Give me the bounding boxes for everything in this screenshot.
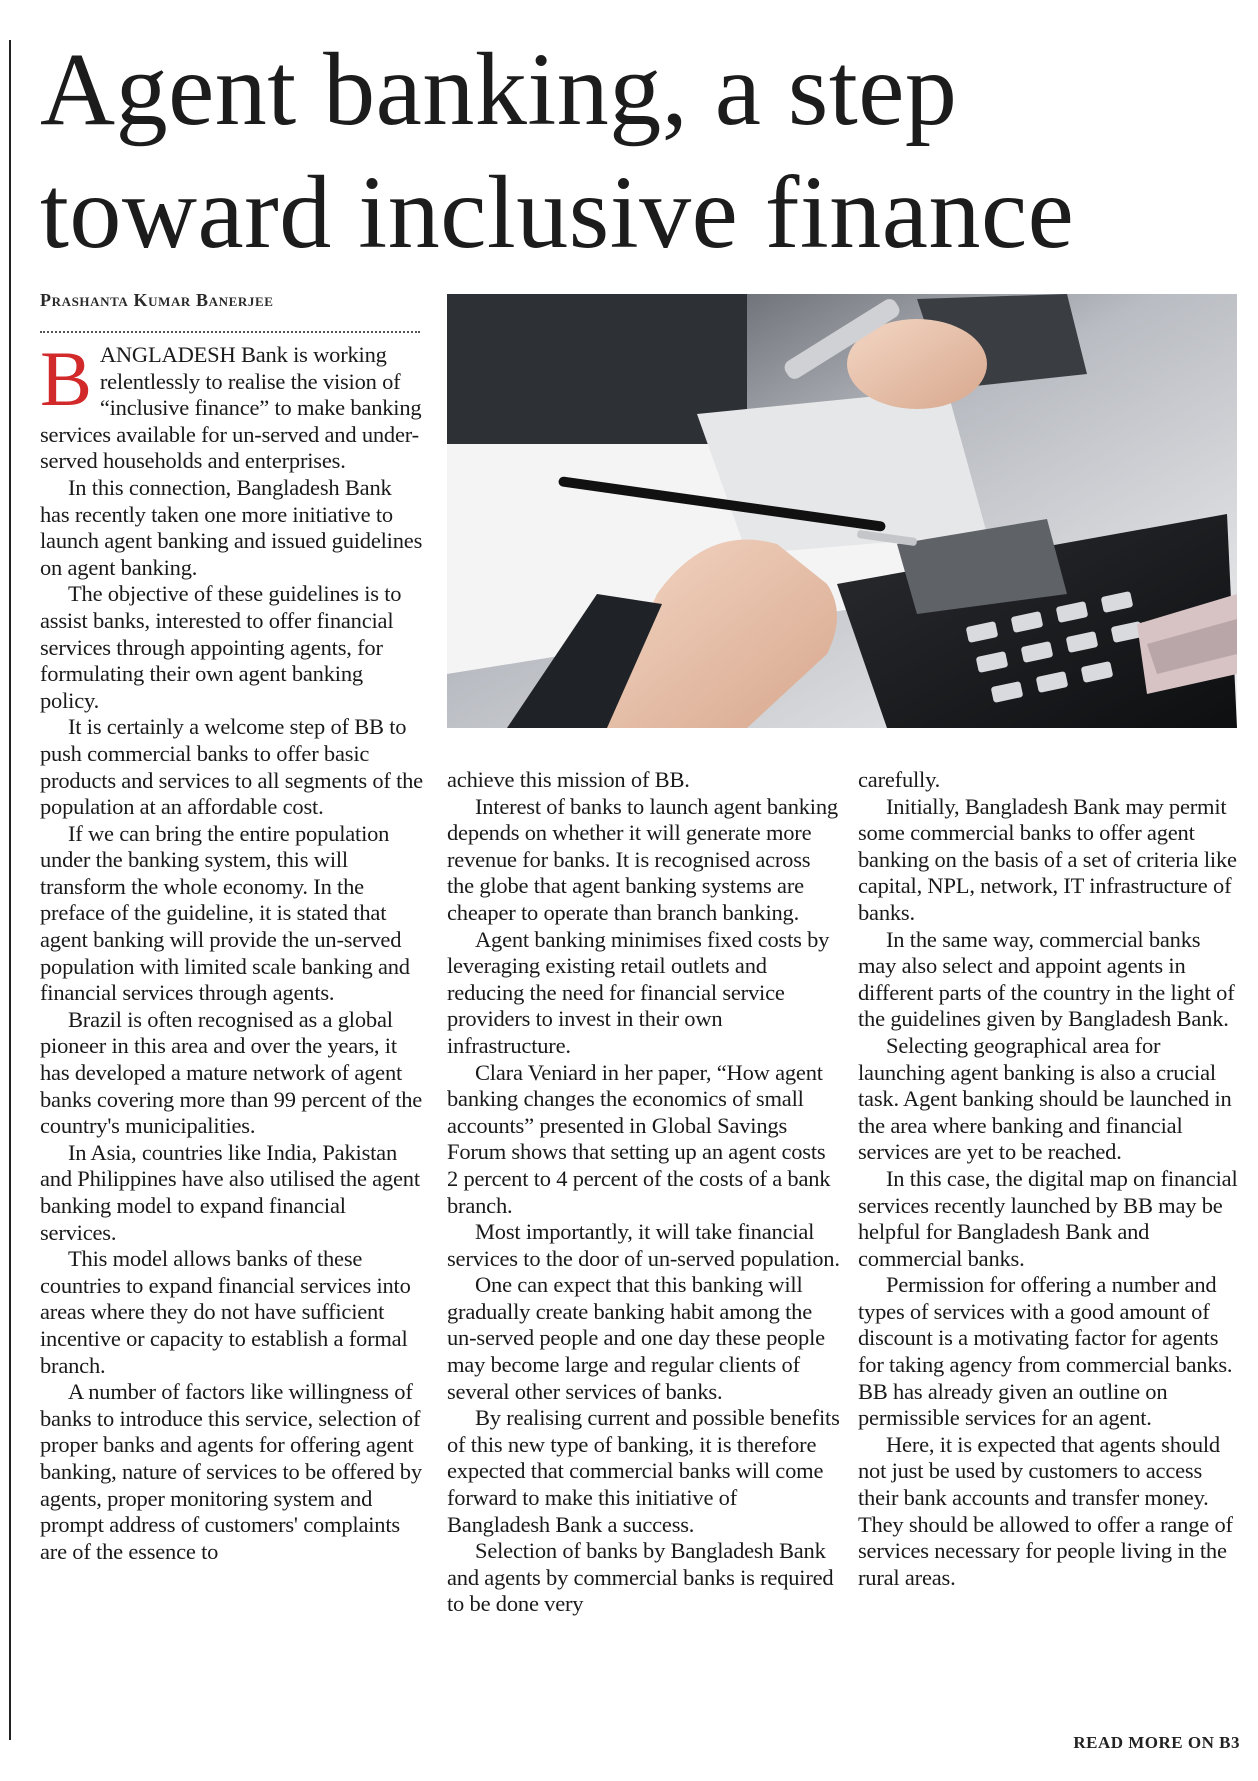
byline: Prashanta Kumar Banerjee xyxy=(40,290,274,310)
read-more-link[interactable]: READ MORE ON B3 xyxy=(1073,1733,1240,1752)
article-column-1 xyxy=(40,335,424,1565)
article-paragraph: Brazil is often recognised as a global pioneer in this area and over the years, it has developed a mature network of agent banks covering more than 99 percent of the country's municipalities. xyxy=(40,1006,423,1139)
column-rule xyxy=(9,40,11,1740)
headline-line-1: Agent banking, a step xyxy=(40,32,958,147)
article-paragraph xyxy=(40,335,424,475)
article-column-3 xyxy=(858,767,1240,1591)
headline-line-2: toward inclusive finance xyxy=(40,155,1075,270)
article-paragraph: achieve this mission of BB. xyxy=(447,767,690,792)
article-paragraph: Interest of banks to launch agent banking depends on whether it will generate more revenue for banks. It is recognised across the globe that agent banking systems are cheaper to operate than branch banking. xyxy=(447,793,838,925)
article-paragraph: By realising current and possible benefits of this new type of banking, it is therefore expected that commercial banks will come forward to make this initiative of Bangladesh Bank a success. xyxy=(447,1405,840,1537)
article-paragraph: Permission for offering a number and types of services with a good amount of discount is a motivating factor for agents for taking agency from commercial banks. BB has already given an outline on permissible services for an agent. xyxy=(858,1272,1233,1431)
article-paragraph: Clara Veniard in her paper, “How agent banking changes the economics of small accounts” presented in Global Savings Forum shows that setting up an agent costs 2 percent to 4 percent of the costs of a bank branch. xyxy=(447,1059,831,1218)
article-paragraph: The objective of these guidelines is to assist banks, interested to offer financial services through appointing agents, for formulating their own agent banking policy. xyxy=(40,581,402,713)
article-paragraph: Here, it is expected that agents should not just be used by customers to access their bank accounts and transfer money. They should be allowed to offer a range of services necessary for people living in the rural areas. xyxy=(858,1431,1233,1590)
byline-divider xyxy=(40,331,420,333)
article-paragraph: If we can bring the entire population under the banking system, this will transform the whole economy. In the preface of the guideline, it is stated that agent banking will provide the un-served population with limited scale banking and financial services through agents. xyxy=(40,820,410,1006)
article-paragraph: Agent banking minimises fixed costs by leveraging existing retail outlets and reducing the need for financial service providers to invest in their own infrastructure. xyxy=(447,926,830,1058)
drop-cap: B xyxy=(40,335,92,422)
article-paragraph: Most importantly, it will take financial services to the door of un-served population. xyxy=(447,1219,840,1271)
article-paragraph: Selection of banks by Bangladesh Bank and agents by commercial banks is required to be done very xyxy=(447,1538,834,1617)
article-paragraph: Selecting geographical area for launching agent banking is also a crucial task. Agent banking should be launched in the area where banking and financial services are yet to be reached. xyxy=(858,1032,1232,1165)
article-paragraph: In Asia, countries like India, Pakistan and Philippines have also utilised the agent banking model to expand financial services. xyxy=(40,1139,420,1245)
article-paragraph: It is certainly a welcome step of BB to push commercial banks to offer basic products and services to all segments of the population at an affordable cost. xyxy=(40,714,423,820)
article-paragraph: In this connection, Bangladesh Bank has recently taken one more initiative to launch agent banking and issued guidelines on agent banking. xyxy=(40,474,423,580)
article-paragraph: This model allows banks of these countries to expand financial services into areas where they do not have sufficient incentive or capacity to establish a formal branch. xyxy=(40,1246,411,1378)
article-paragraph: A number of factors like willingness of banks to introduce this service, selection of proper banks and agents for offering agent banking, nature of services to be offered by agents, proper monitoring system and prompt address of customers' complaints are of the essence to xyxy=(40,1379,422,1564)
article-paragraph: One can expect that this banking will gradually create banking habit among the un-served people and one day these people may become large and regular clients of several other services of banks. xyxy=(447,1272,825,1404)
article-paragraph: In this case, the digital map on financial services recently launched by BB may be helpful for Bangladesh Bank and commercial banks. xyxy=(858,1165,1238,1271)
article-photo xyxy=(447,294,1237,728)
article-paragraph: In the same way, commercial banks may also select and appoint agents in different parts of the country in the light of the guidelines given by Bangladesh Bank. xyxy=(858,926,1235,1032)
article-column-2 xyxy=(447,767,841,1618)
paragraph-text: ANGLADESH Bank is working relentlessly to realise the vision of “inclusive finance” to make banking services available for un-served and under-served households and enterprises. xyxy=(40,342,422,474)
article-paragraph: carefully. xyxy=(858,767,941,792)
article-paragraph: Initially, Bangladesh Bank may permit some commercial banks to offer agent banking on the basis of a set of criteria like capital, NPL, network, IT infrastructure of banks. xyxy=(858,793,1237,925)
headline xyxy=(40,28,1230,274)
calculator-and-pen-photo-icon xyxy=(447,294,1237,728)
